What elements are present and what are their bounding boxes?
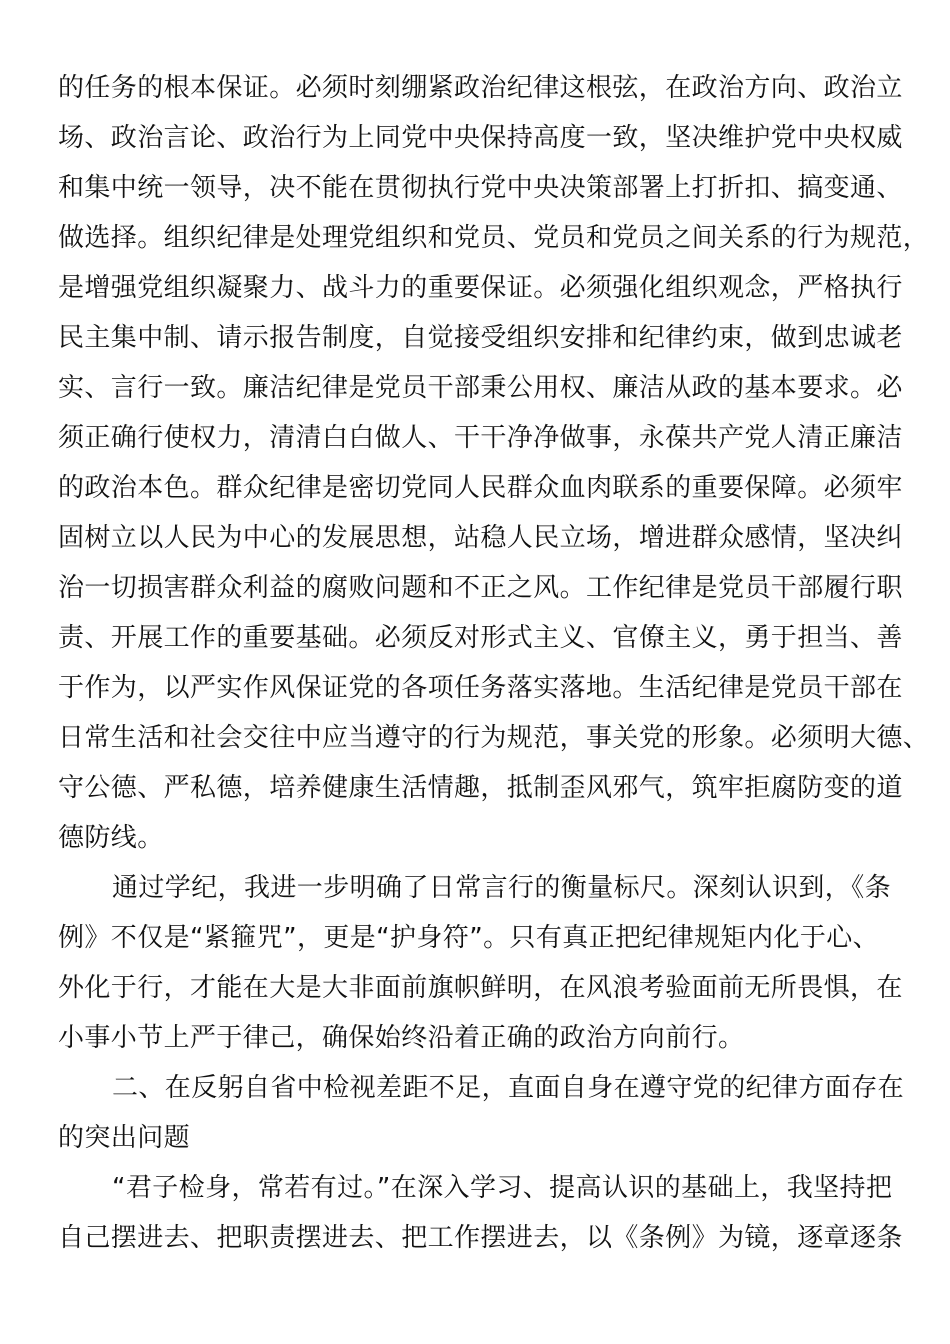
text-line: 的政治本色。群众纪律是密切党同人民群众血肉联系的重要保障。必须牢 (58, 473, 903, 503)
document-page (58, 67, 930, 1267)
section-heading-line: 的突出问题 (58, 1123, 191, 1153)
text-line: 自己摆进去、把职责摆进去、把工作摆进去，以《条例》为镜，逐章逐条 (58, 1223, 903, 1253)
text-line: 须正确行使权力，清清白白做人、干干净净做事，永葆共产党人清正廉洁 (58, 423, 903, 453)
text-line: 治一切损害群众利益的腐败问题和不正之风。工作纪律是党员干部履行职 (58, 573, 903, 603)
text-line: 固树立以人民为中心的发展思想，站稳人民立场，增进群众感情，坚决纠 (58, 523, 903, 553)
text-line: 例》不仅是“紧箍咒”，更是“护身符”。只有真正把纪律规矩内化于心、 (58, 923, 880, 953)
text-line: 民主集中制、请示报告制度，自觉接受组织安排和纪律约束，做到忠诚老 (58, 323, 903, 353)
text-line: 责、开展工作的重要基础。必须反对形式主义、官僚主义，勇于担当、善 (58, 623, 903, 653)
paragraph-start-line: “君子检身，常若有过。”在深入学习、提高认识的基础上，我坚持把 (112, 1173, 893, 1203)
text-line: 日常生活和社会交往中应当遵守的行为规范，事关党的形象。必须明大德、 (58, 723, 930, 753)
text-line: 和集中统一领导，决不能在贯彻执行党中央决策部署上打折扣、搞变通、 (58, 173, 903, 203)
paragraph-start-line: 通过学纪，我进一步明确了日常言行的衡量标尺。深刻认识到，《条 (112, 873, 892, 903)
text-line: 德防线。 (58, 823, 164, 853)
text-line: 小事小节上严于律己，确保始终沿着正确的政治方向前行。 (58, 1023, 745, 1053)
text-line: 于作为，以严实作风保证党的各项任务落实落地。生活纪律是党员干部在 (58, 673, 903, 703)
text-line: 场、政治言论、政治行为上同党中央保持高度一致，坚决维护党中央权威 (58, 123, 903, 153)
text-line: 外化于行，才能在大是大非面前旗帜鲜明，在风浪考验面前无所畏惧，在 (58, 973, 903, 1003)
text-line: 守公德、严私德，培养健康生活情趣，抵制歪风邪气，筑牢拒腐防变的道 (58, 773, 903, 803)
section-heading-line: 二、在反躬自省中检视差距不足，直面自身在遵守党的纪律方面存在 (112, 1073, 905, 1103)
text-line: 做选择。组织纪律是处理党组织和党员、党员和党员之间关系的行为规范， (58, 223, 930, 253)
text-line: 是增强党组织凝聚力、战斗力的重要保证。必须强化组织观念，严格执行 (58, 273, 903, 303)
text-line: 实、言行一致。廉洁纪律是党员干部秉公用权、廉洁从政的基本要求。必 (58, 373, 903, 403)
text-line: 的任务的根本保证。必须时刻绷紧政治纪律这根弦，在政治方向、政治立 (58, 73, 903, 103)
